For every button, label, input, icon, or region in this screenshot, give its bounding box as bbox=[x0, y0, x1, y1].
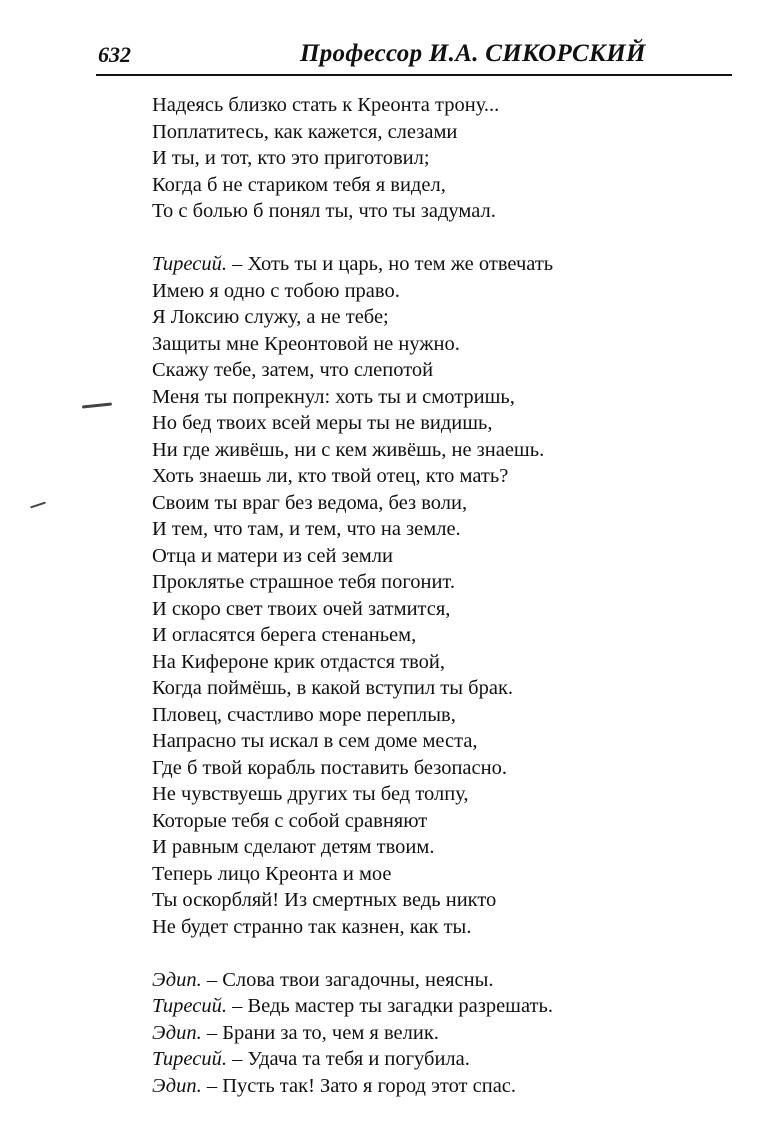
verse-line: Меня ты попрекнул: хоть ты и смотришь, bbox=[152, 385, 515, 408]
speaker-name: Эдип. bbox=[152, 1021, 202, 1044]
dialogue-line bbox=[152, 1020, 732, 1047]
speaker-name: Тиресий. bbox=[152, 253, 227, 275]
verse-line: Не чувствуешь других ты бед толпу, bbox=[152, 783, 469, 805]
verse-line: Но бед твоих всей меры ты не видишь, bbox=[152, 412, 493, 434]
speaker-name: Эдип. bbox=[152, 968, 202, 991]
verse-line: Не будет странно так казнен, как ты. bbox=[152, 915, 472, 938]
verse-line: Где б твой корабль поставить безопасно. bbox=[152, 756, 507, 779]
verse-line: Надеясь близко стать к Креонта трону... bbox=[152, 94, 500, 116]
verse-line: Ты оскорбляй! Из смертных ведь никто bbox=[152, 889, 497, 911]
stanza-gap bbox=[152, 940, 732, 967]
verse-line: Теперь лицо Креонта и мое bbox=[152, 862, 392, 885]
stanza-1 bbox=[152, 92, 732, 225]
verse-line: И скоро свет твоих очей затмится, bbox=[152, 597, 451, 620]
verse-line: Которые тебя с собой сравняют bbox=[152, 809, 428, 832]
verse-line: И равным сделают детям твоим. bbox=[152, 836, 435, 858]
verse-line: Напрасно ты искал в сем доме места, bbox=[152, 730, 478, 752]
verse-line: Когда поймёшь, в какой вступил ты брак. bbox=[152, 677, 514, 699]
verse-text: – Удача та тебя и погубила. bbox=[226, 1048, 470, 1070]
verse-line: На Кифероне крик отдастся твой, bbox=[152, 650, 446, 673]
speaker-name: Эдип. bbox=[152, 1074, 202, 1097]
verse-text: – Хоть ты и царь, но тем же отвечать bbox=[226, 253, 554, 275]
speaker-name: Тиресий. bbox=[152, 1048, 227, 1070]
verse-line: Имею я одно с тобою право. bbox=[152, 279, 400, 302]
verse-body bbox=[152, 92, 732, 1099]
page-number: 632 bbox=[98, 42, 131, 67]
verse-line: Отца и матери из сей земли bbox=[152, 544, 393, 567]
stanza-gap bbox=[152, 225, 732, 252]
page-header bbox=[0, 0, 759, 80]
verse-line: Хоть знаешь ли, кто твой отец, кто мать? bbox=[152, 465, 509, 487]
verse-line: И тем, что там, и тем, что на земле. bbox=[152, 518, 461, 540]
speech-opening-line bbox=[152, 251, 732, 278]
verse-line: Проклятье страшное тебя погонит. bbox=[152, 571, 455, 593]
speaker-name: Тиресий. bbox=[152, 995, 227, 1017]
dialogue-line bbox=[152, 967, 732, 994]
verse-text: – Пусть так! Зато я город этот спас. bbox=[201, 1074, 517, 1097]
verse-text: – Слова твои загадочны, неясны. bbox=[201, 968, 494, 991]
verse-text: – Ведь мастер ты загадки разрешать. bbox=[226, 995, 553, 1017]
margin-pencil-mark bbox=[30, 502, 46, 509]
dialogue-line bbox=[152, 993, 732, 1020]
verse-line: И ты, и тот, кто это приготовил; bbox=[152, 147, 430, 169]
margin-pencil-mark bbox=[82, 402, 112, 408]
verse-line: Поплатитесь, как кажется, слезами bbox=[152, 120, 458, 143]
verse-line: То с болью б понял ты, что ты задумал. bbox=[152, 200, 496, 222]
verse-line: Ни где живёшь, ни с кем живёшь, не знаешь. bbox=[152, 438, 545, 461]
verse-line: Защиты мне Креонтовой не нужно. bbox=[152, 332, 460, 355]
tiresias-speech bbox=[152, 251, 732, 940]
verse-line: Пловец, счастливо море переплыв, bbox=[152, 703, 456, 726]
verse-line: Скажу тебе, затем, что слепотой bbox=[152, 359, 434, 381]
dialogue-line bbox=[152, 1073, 732, 1100]
header-rule bbox=[96, 74, 732, 76]
verse-line: Я Локсию служу, а не тебе; bbox=[152, 306, 389, 328]
verse-text: – Брани за то, чем я велик. bbox=[201, 1021, 439, 1044]
verse-line: Когда б не стариком тебя я видел, bbox=[152, 173, 446, 196]
verse-line: Своим ты враг без ведома, без воли, bbox=[152, 491, 468, 514]
dialogue-line bbox=[152, 1046, 732, 1073]
running-title: Профессор И.А. СИКОРСКИЙ bbox=[300, 40, 646, 67]
verse-line: И огласятся берега стенаньем, bbox=[152, 624, 417, 646]
dialogue-exchange bbox=[152, 967, 732, 1100]
